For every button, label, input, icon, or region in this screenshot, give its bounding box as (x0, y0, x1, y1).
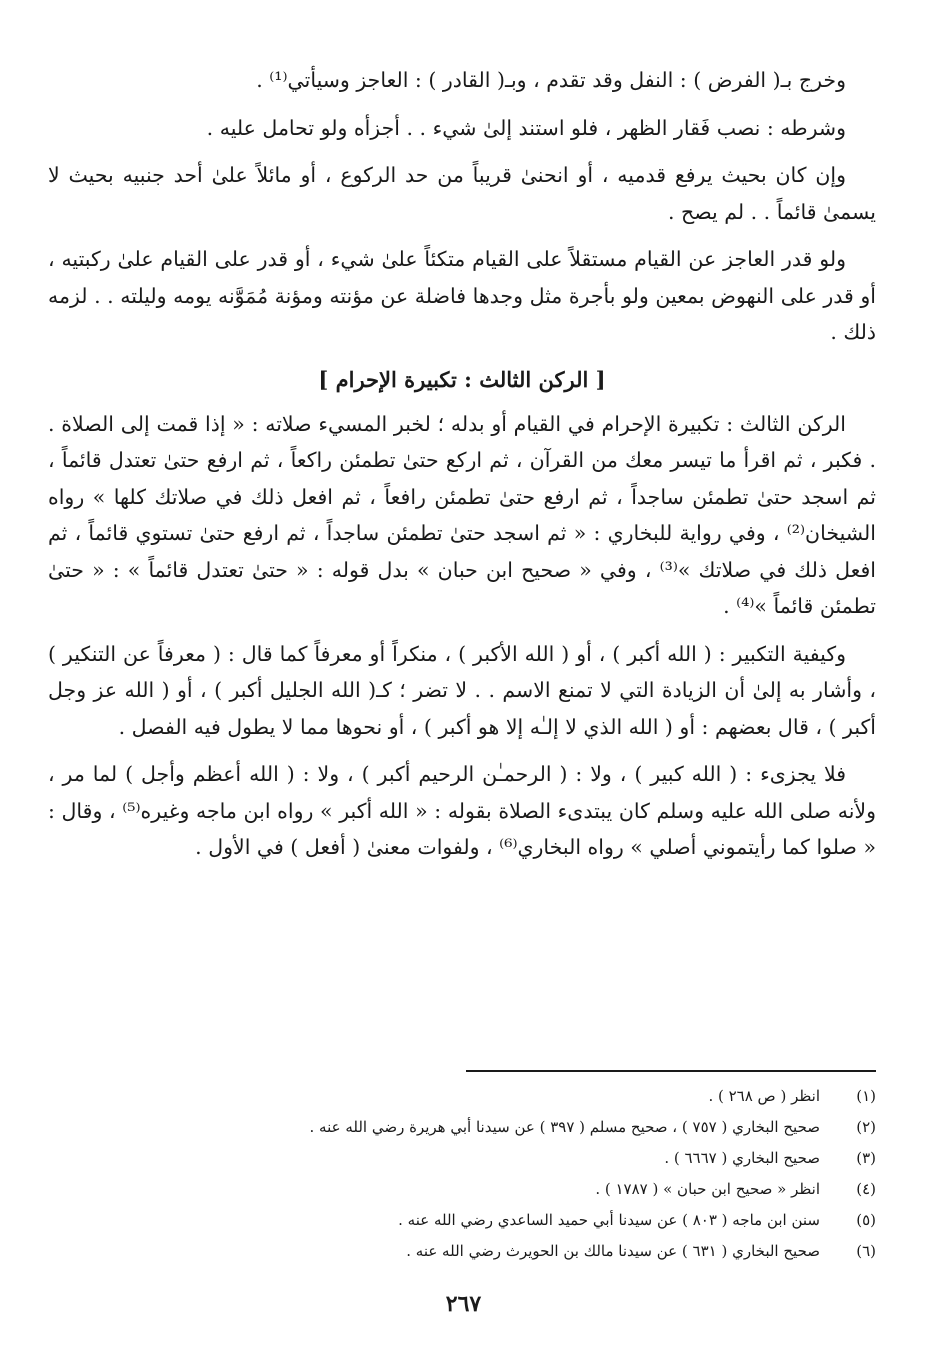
footnote-item (160, 1180, 876, 1211)
footnote-number: (٦) (856, 1242, 876, 1260)
footnote-text: انظر « صحيح ابن حبان » ( ١٧٨٧ ) . (595, 1180, 820, 1198)
page-body (48, 62, 876, 877)
footnote-item (160, 1087, 876, 1118)
paragraph-condition: وشرطه : نصب فَقار الظهر ، فلو استند إلىٰ شيء . . أجزأه ولو تحامل عليه . (206, 115, 846, 140)
footnote-number: (٥) (856, 1211, 876, 1229)
footnote-text: انظر ( ص ٢٦٨ ) . (708, 1087, 820, 1105)
footnotes (160, 1087, 876, 1273)
paragraph-invalid-forms: فلا يجزىء : ( الله كبير ) ، ولا : ( الرحمـٰن الرحيم أكبر ) ، ولا : ( الله أعظم وأجل ) لما مر ، ولأنه صلى الله عليه وسلم كان يبتدىء الصلاة بقوله : « الله أكبر » رواه ابن ماجه وغيره⁽⁵⁾ ، وقال : « صلوا كما رأيتموني أصلي » رواه البخاري⁽⁶⁾ ، ولفوات معنىٰ ( أفعل ) في الأول . (48, 762, 876, 859)
paragraph-takbir-form: وكيفية التكبير : ( الله أكبر ) ، أو ( الله الأكبر ) ، منكراً أو معرفاً كما قال : ( معرفاً عن التنكير ) ، وأشار به إلىٰ أن الزيادة التي لا تمنع الاسم . . لا تضر ؛ كـ( الله الجليل أكبر ) ، أو ( الله عز وجل أكبر ) ، قال بعضهم : أو ( الله الذي لا إلـٰه إلا هو أكبر ) ، أو نحوها مما لا يطول فيه الفصل . (48, 641, 876, 739)
paragraph-bending: وإن كان بحيث يرفع قدميه ، أو انحنىٰ قريباً من حد الركوع ، أو مائلاً علىٰ أحد جنبيه بحيث لا يسمىٰ قائماً . . لم يصح . (48, 163, 876, 224)
page-number: ٢٦٧ (445, 1291, 482, 1317)
paragraph-ability: ولو قدر العاجز عن القيام مستقلاً على القيام متكئاً علىٰ شيء ، أو قدر على القيام علىٰ ركبتيه ، أو قدر على النهوض بمعين ولو بأجرة مثل وجدها فاضلة عن مؤنته ومؤنة مُمَوَّنه يومه وليلته . . لزمه ذلك . (48, 247, 876, 344)
footnote-number: (٣) (856, 1149, 876, 1167)
footnote-text: سنن ابن ماجه ( ٨٠٣ ) عن سيدنا أبي حميد الساعدي رضي الله عنه . (398, 1211, 820, 1229)
footnote-text: صحيح البخاري ( ٦٣١ ) عن سيدنا مالك بن الحويرث رضي الله عنه . (406, 1242, 820, 1260)
section-heading: [ الركن الثالث : تكبيرة الإحرام ] (318, 366, 606, 392)
footnote-item (160, 1118, 876, 1149)
footnote-item (160, 1242, 876, 1273)
paragraph-exclusions: وخرج بـ( الفرض ) : النفل وقد تقدم ، وبـ( القادر ) : العاجز وسيأتي⁽¹⁾ . (256, 68, 846, 92)
footnote-divider (466, 1070, 876, 1072)
footnote-text: صحيح البخاري ( ٦٦٦٧ ) . (664, 1149, 820, 1167)
paragraph-third-pillar: الركن الثالث : تكبيرة الإحرام في القيام أو بدله ؛ لخبر المسيء صلاته : « إذا قمت إلى الصلاة . . فكبر ، ثم اقرأ ما تيسر معك من القرآن ، ثم اركع حتىٰ تطمئن راكعاً ، ثم ارفع حتىٰ تعتدل قائماً ، ثم اسجد حتىٰ تطمئن ساجداً ، ثم ارفع حتىٰ تطمئن رافعاً ، ثم افعل ذلك في صلاتك كلها » رواه الشيخان⁽²⁾ ، وفي رواية للبخاري : « ثم اسجد حتىٰ تطمئن ساجداً ، ثم ارفع حتىٰ تستوي قائماً ، ثم افعل ذلك في صلاتك »⁽³⁾ ، وفي « صحيح ابن حبان » بدل قوله : « حتىٰ تعتدل قائماً » : « حتىٰ تطمئن قائماً »⁽⁴⁾ . (48, 411, 876, 618)
footnote-item (160, 1149, 876, 1180)
footnote-number: (٢) (856, 1118, 876, 1136)
footnote-number: (٤) (856, 1180, 876, 1198)
footnote-item (160, 1211, 876, 1242)
footnote-number: (١) (856, 1087, 876, 1105)
footnote-text: صحيح البخاري ( ٧٥٧ ) ، صحيح مسلم ( ٣٩٧ ) عن سيدنا أبي هريرة رضي الله عنه . (309, 1118, 820, 1136)
